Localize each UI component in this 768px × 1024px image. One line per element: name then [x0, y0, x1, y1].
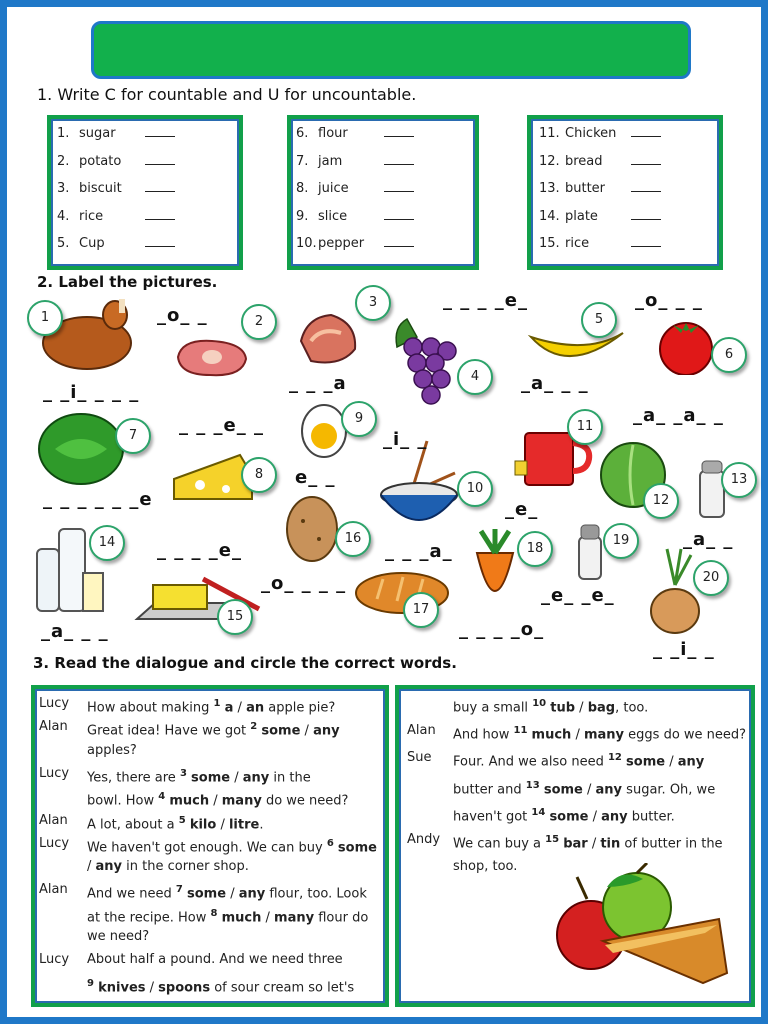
label-blank[interactable]: _a_ _ _ [521, 373, 589, 394]
label-blank[interactable]: _ _ _e_ _ [179, 415, 265, 436]
label-blank[interactable]: _ _ _a_ [385, 541, 453, 562]
word-number: 14. [539, 208, 560, 224]
label-blank[interactable]: _a_ _ _ [41, 621, 109, 642]
word-text: bread [565, 153, 603, 169]
speaker-name: Lucy [39, 696, 70, 711]
label-blank[interactable]: _e_ _e_ [541, 585, 615, 606]
grapes-icon [387, 307, 463, 411]
label-blank[interactable]: _ _ _ _e_ [157, 540, 243, 561]
word-number: 2. [57, 153, 70, 169]
dialogue-line: We haven't got enough. We can buy $^6$ some [87, 837, 377, 856]
speaker-name: Andy [407, 832, 441, 847]
dialogue-line: Yes, there are $^3$ some / any in the [87, 767, 311, 786]
label-blank[interactable]: _ _ _ _o_ [459, 619, 545, 640]
dialogue-line: / any in the corner shop. [87, 859, 249, 875]
word-text: flour [318, 126, 348, 141]
picture-number-badge: 13 [721, 462, 757, 498]
word-text: Cup [79, 236, 105, 251]
word-item [296, 181, 414, 196]
label-blank[interactable]: _o_ _ _ [635, 290, 703, 311]
dialogue-line: at the recipe. How $^8$ much / many flour do [87, 907, 369, 926]
dialogue-line: And how $^{11}$ much / many eggs do we need? [453, 725, 747, 743]
potato-icon [283, 493, 341, 565]
pepper-shaker-icon [575, 521, 605, 581]
label-blank[interactable]: _o_ _ _ _ [261, 573, 347, 594]
speaker-name: Lucy [39, 952, 70, 968]
label-blank[interactable]: _ _ _a [289, 373, 347, 394]
speaker-name: Alan [39, 719, 68, 735]
word-item [57, 154, 175, 169]
dialogue-line: shop, too. [453, 859, 518, 875]
picture-number-badge: 12 [643, 483, 679, 519]
rice-bowl-icon [379, 437, 463, 529]
word-number: 8. [296, 181, 309, 196]
label-blank[interactable]: _o_ _ [157, 305, 208, 326]
section2-heading: 2. Label the pictures. [37, 273, 218, 291]
word-number: 10. [296, 236, 317, 251]
dialogue-line: haven't got $^{14}$ some / any butter. [453, 806, 675, 825]
apples-and-pie-icon [547, 863, 731, 991]
word-item [539, 126, 661, 141]
speaker-name: Alan [39, 882, 68, 898]
answer-blank[interactable] [631, 154, 661, 165]
label-blank[interactable]: _ _i_ _ _ _ [43, 382, 140, 403]
answer-blank[interactable] [384, 236, 414, 247]
section1-heading: 1. Write C for countable and U for uncountable. [37, 85, 417, 104]
label-blank[interactable]: _e_ [505, 499, 539, 520]
label-blank[interactable]: _ _ _ _ _ _e [43, 489, 153, 510]
answer-blank[interactable] [631, 236, 661, 247]
word-text: butter [565, 181, 606, 196]
picture-number-badge: 9 [341, 401, 377, 437]
word-item [57, 126, 175, 141]
word-text: rice [565, 236, 590, 251]
lettuce-icon [35, 409, 127, 487]
dialogue-line: And we need $^7$ some / any flour, too. Look [87, 884, 367, 902]
word-item [539, 181, 661, 196]
picture-number-badge: 15 [217, 599, 253, 635]
title-banner [91, 21, 691, 79]
dialogue-line: A lot, about a $^5$ kilo / litre. [87, 814, 264, 832]
answer-blank[interactable] [145, 209, 175, 220]
dialogue-line: Great idea! Have we got $^2$ some / any [87, 721, 340, 739]
word-text: Chicken [565, 126, 617, 141]
dialogue-line: How about making $^1$ a / an apple pie? [87, 698, 336, 716]
picture-number-badge: 4 [457, 359, 493, 395]
word-number: 3. [57, 181, 70, 196]
word-text: pepper [318, 236, 365, 251]
word-number: 9. [296, 208, 309, 224]
speaker-name: Lucy [39, 765, 70, 781]
word-number: 7. [296, 153, 309, 169]
answer-blank[interactable] [384, 154, 414, 165]
label-blank[interactable]: e_ _ [295, 467, 336, 488]
word-text: slice [318, 208, 348, 224]
picture-number-badge: 17 [403, 592, 439, 628]
word-item [296, 154, 414, 169]
picture-number-badge: 7 [115, 418, 151, 454]
word-item [296, 126, 414, 141]
tomato-icon [655, 315, 717, 375]
word-item [539, 209, 661, 224]
word-number: 12. [539, 153, 560, 169]
dialogue-line: we need? [87, 929, 150, 944]
dialogue-line: butter and $^{13}$ some / any sugar. Oh, we [453, 779, 716, 797]
label-blank[interactable]: _a_ _ [683, 529, 734, 550]
word-text: jam [318, 153, 343, 169]
dialogue-line: About half a pound. And we need three [87, 952, 343, 968]
word-item [296, 236, 414, 251]
picture-number-badge: 16 [335, 521, 371, 557]
dialogue-line: bowl. How $^4$ much / many do we need? [87, 791, 349, 809]
answer-blank[interactable] [384, 181, 414, 192]
picture-number-badge: 6 [711, 337, 747, 373]
word-number: 1. [57, 126, 70, 141]
section3-heading: 3. Read the dialogue and circle the correct words. [33, 654, 457, 672]
carrot-icon [467, 529, 523, 621]
label-blank[interactable]: _ _i_ _ [653, 639, 715, 660]
answer-blank[interactable] [631, 209, 661, 220]
picture-number-badge: 3 [355, 285, 391, 321]
word-number: 11. [539, 126, 560, 141]
picture-number-badge: 5 [581, 302, 617, 338]
label-blank[interactable]: _ _ _ _e_ [443, 290, 529, 311]
label-blank[interactable]: _a_ _a_ _ [633, 405, 724, 426]
picture-number-badge: 20 [693, 560, 729, 596]
dialogue-line: Four. And we also need $^{12}$ some / any [453, 752, 705, 770]
word-text: potato [79, 153, 122, 169]
word-number: 6. [296, 126, 309, 141]
word-number: 5. [57, 236, 70, 251]
answer-blank[interactable] [384, 126, 414, 137]
word-text: sugar [79, 126, 116, 141]
dialogue-line: buy a small $^{10}$ tub / bag, too. [453, 698, 649, 716]
word-number: 4. [57, 208, 70, 224]
answer-blank[interactable] [631, 181, 661, 192]
speaker-name: Sue [407, 750, 432, 766]
word-number: 13. [539, 181, 560, 196]
answer-blank[interactable] [145, 181, 175, 192]
speaker-name: Lucy [39, 835, 70, 851]
picture-number-badge: 8 [241, 457, 277, 493]
picture-number-badge: 11 [567, 409, 603, 445]
answer-blank[interactable] [145, 236, 175, 247]
dialogue-line: apples? [87, 742, 137, 758]
answer-blank[interactable] [145, 126, 175, 137]
word-text: rice [79, 208, 104, 224]
answer-blank[interactable] [384, 209, 414, 220]
picture-number-badge: 18 [517, 531, 553, 567]
speaker-name: Alan [407, 723, 436, 739]
word-text: juice [318, 181, 349, 196]
onion-icon [647, 547, 703, 635]
dialogue-line: $^9$ knives / spoons of sour cream so let's [87, 977, 355, 995]
answer-blank[interactable] [631, 126, 661, 137]
word-item [539, 154, 661, 169]
picture-number-badge: 19 [603, 523, 639, 559]
word-text: plate [565, 208, 598, 224]
word-number: 15. [539, 236, 560, 251]
picture-number-badge: 14 [89, 525, 125, 561]
picture-number-badge: 10 [457, 471, 493, 507]
sliced-meat-icon [297, 311, 361, 369]
dialogue-line: We can buy a $^{15}$ bar / tin of butter in the [453, 834, 723, 852]
word-item [57, 209, 175, 224]
picture-number-badge: 2 [241, 304, 277, 340]
word-item [57, 181, 175, 196]
speaker-name: Alan [39, 812, 68, 828]
word-text: biscuit [79, 181, 122, 196]
word-item [296, 209, 414, 224]
word-item [539, 236, 661, 251]
label-blank[interactable]: _i_ _ [383, 429, 428, 450]
picture-number-badge: 1 [27, 300, 63, 336]
word-item [57, 236, 175, 251]
answer-blank[interactable] [145, 154, 175, 165]
ham-steak-icon [172, 335, 252, 381]
